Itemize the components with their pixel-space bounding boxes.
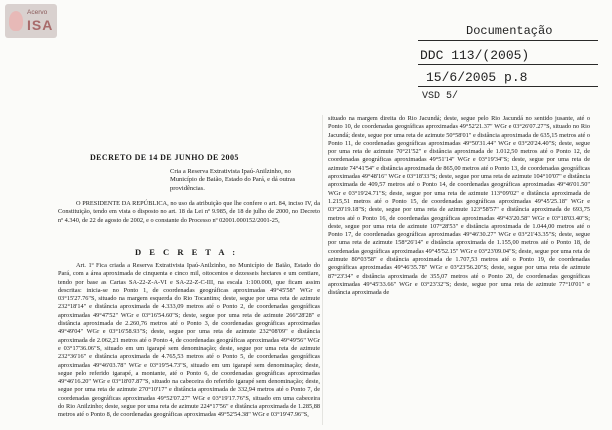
stamp-rule <box>418 64 598 65</box>
stamp-line-1: DDC 113/(2005) <box>420 48 530 63</box>
stamp-line-3: VSD 5/ <box>422 91 459 102</box>
stamp-rule <box>418 40 598 41</box>
acervo-isa-logo <box>5 4 57 38</box>
documentation-stamp <box>408 12 598 107</box>
decree-abstract: Cria a Reserva Extrativista Ipaú-Anilzinho, no Município de Baião, Estado do Pará, e dá outras providências. <box>170 168 296 192</box>
article-1-right-column: situado na margem direita do Rio Jacundá; deste, segue pelo Rio Jacundá no sentido jusante, até o Ponto 10, de coordenadas geográficas aproximadas 49°52'21.37" WGr e 03°26'07.27"S, situado no Rio Jacundá; deste, segue por uma reta de azimute 50°58'01" e distância aproximada de 635,15 metros até o Ponto 11, de coordenadas geográficas aproximadas 49°50'31.44" WGr e 03°20'24.40"S; deste, segue por uma reta de azimute 70°21'52" e distância aproximada de 1.012,50 metros até o Ponto 12, de coordenadas geográficas aproximadas 49°51'14" WGr e 03°19'34"S; deste, segue por uma reta de azimute 74°41'54" e distância aproximada de 865,00 metros até o Ponto 13, de coordenadas geográficas aproximadas 49°48'16" WGr e 03°18'33"S; deste, segue por uma reta de azimute 104°10'07" e distância aproximada de 409,57 metros até o Ponto 14, de coordenadas geográficas aproximadas 49°46'01.50" WGr e 03°19'24.71"S; deste, segue por uma reta de azimute 113°09'02" e distância aproximada de 1.215,51 metros até o Ponto 15, de coordenadas geográficas aproximadas 49°45'25.18" WGr e 03°20'19.18"S; deste, segue por uma reta de azimute 123°58'57" e distância aproximada de 693,75 metros até o Ponto 16, de coordenadas geográficas aproximadas 49°43'20.58" WGr e 03°18'03.40"S; deste, segue por uma reta de azimute 107°28'53" e distância aproximada de 1.044,00 metros até o Ponto 17, de coordenadas geográficas aproximadas 49°46'30.27" WGr e 03°21'43.35"S; deste, segue por uma reta de azimute 158°26'14" e distância aproximada de 1.155,00 metros até o Ponto 18, de coordenadas geográficas aproximadas 49°45'52.15" WGr e 03°23'09.04"S; deste, segue por uma reta de azimute 80°03'58" e distância aproximada de 1.707,53 metros até o Ponto 19, de coordenadas geográficas aproximadas 49°46'35.78" WGr e 03°23'56.20"S; deste, segue por uma reta de azimute 87°23'34" e distância aproximada de 355,07 metros até o Ponto 20, de coordenadas geográficas aproximadas 49°45'33.66" WGr e 03°23'32"S; deste, segue por uma reta de azimute 77°10'01" e distância aproximada de <box>328 115 590 297</box>
column-divider <box>322 115 323 425</box>
logo-top-text: Acervo <box>27 9 48 16</box>
stamp-word: Documentação <box>466 24 553 38</box>
decree-title: DECRETO DE 14 DE JUNHO DE 2005 <box>90 153 239 162</box>
decree-preamble: O PRESIDENTE DA REPÚBLICA, no uso da atribuição que lhe confere o art. 84, inciso IV, da Constituição, tendo em vista o disposto no art. 18 da Lei nº 9.985, de 18 de julho de 2000, no Decreto nº 4.340, de 22 de agosto de 2002, e o constante do Processo nº 02001.000152/2001-25, <box>58 200 320 224</box>
article-1-left-column: Art. 1º Fica criada a Reserva Extrativista Ipaú-Anilzinho, no Município de Baião, Estado do Pará, com a área aproximada de cinquenta e cinco mil, oitocentos e dezesseis hectares e um centiare, tendo por base as Cartas SA-22-Z-A-VI e SA-22-Z-C-III, na escala 1:100.000, que ficam assim descritas: inicia-se no Ponto 1, de coordenadas geográficas aproximadas 49°45'58" WGr e 03°15'27.76"S, situado na margem esquerda do Rio Tocantins; deste, segue por uma reta de azimute 232°18'14" e distância aproximada de 4.333,09 metros até o Ponto 2, de coordenadas geográficas aproximadas 49°47'52" WGr e 03°16'54.60"S; deste, segue por uma reta de azimute 266°28'28" e distância aproximada de 2.260,76 metros até o Ponto 3, de coordenadas geográficas aproximadas 49°49'04" WGr e 03°16'58.93"S; deste, segue por uma reta de azimute 232°08'09" e distância aproximada de 2.062,21 metros até o Ponto 4, de coordenadas geográficas aproximadas 49°49'56" WGr e 03°17'36.06"S, situado em um igarapé sem denominação; deste, segue por uma reta de azimute 232°36'16" e distância aproximada de 4.765,53 metros até o Ponto 5, de coordenadas geográficas aproximadas 49°46'03.78" WGr e 03°19'54.73"S, situado em um igarapé sem denominação; deste, segue pelo referido igarapé, a montante, até o Ponto 6, de coordenadas geográficas aproximadas 49°46'16.20" WGr e 03°18'07.87"S, situado na cabeceira do referido igarapé sem denominação; deste, segue por uma reta de azimute 270°10'17" e distância aproximada de 332,94 metros até o Ponto 7, de coordenadas geográficas aproximadas 49°52'07.27" WGr e 03°19'17.76"S, situado em uma cabeceira do Rio Anilzinho; deste, segue por uma reta de azimute 224°17'56" e distância aproximada de 1.285,88 metros até o Ponto 8, de coordenadas geográficas aproximadas 49°52'54.38" WGr e 03°19'47.96"S, <box>58 262 320 419</box>
logo-mark-icon <box>9 11 23 31</box>
stamp-line-2: 15/6/2005 p.8 <box>426 70 528 85</box>
decree-heading: D E C R E T A : <box>135 247 239 257</box>
logo-brand-text: ISA <box>27 17 54 33</box>
stamp-rule <box>418 86 598 87</box>
